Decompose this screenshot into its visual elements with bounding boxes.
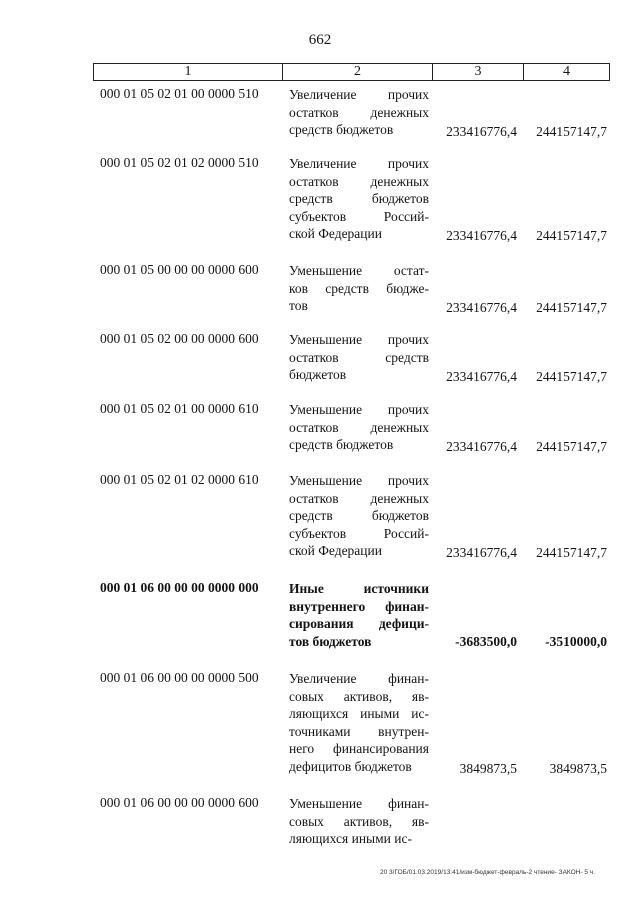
row-code: 000 01 06 00 00 00 0000 500 — [100, 670, 259, 685]
description-line: средств бюджетов — [289, 191, 429, 206]
description-line: Уменьшение прочих — [289, 473, 429, 488]
row-description — [289, 795, 429, 848]
description-line: субъектов Россий- — [289, 525, 429, 541]
description-line: Увеличение прочих — [289, 87, 429, 102]
description-line: средств бюджетов — [289, 122, 394, 137]
description-line: Увеличение финан- — [289, 671, 429, 686]
row-value-col4: 244157147,7 — [536, 124, 607, 139]
description-line: остатков средств — [289, 349, 429, 365]
table-header — [93, 63, 610, 81]
row-code: 000 01 05 02 01 00 0000 610 — [100, 401, 259, 416]
row-description — [289, 401, 429, 454]
description-line: ков средств бюдже- — [289, 280, 429, 296]
row-value-col4: 244157147,7 — [536, 369, 607, 384]
description-line: остатков денежных — [289, 419, 429, 435]
description-line: Уменьшение прочих — [289, 402, 429, 417]
row-value-col3: 3849873,5 — [459, 760, 517, 776]
description-line: средств бюджетов — [289, 437, 394, 452]
description-line: совых активов, яв- — [289, 688, 429, 704]
row-value-col3: 233416776,4 — [446, 228, 517, 243]
row-value-col4: 3849873,5 — [549, 760, 607, 776]
description-line: тов — [289, 298, 308, 313]
description-line: Увеличение прочих — [289, 156, 429, 171]
row-value-col3: 233416776,4 — [446, 545, 517, 560]
header-col-4: 4 — [563, 64, 570, 79]
description-line: точниками внутрен- — [289, 723, 429, 739]
description-line: средств бюджетов — [289, 508, 429, 523]
row-value-col4: 244157147,7 — [536, 545, 607, 560]
row-description — [289, 331, 429, 384]
description-line: ляющихся иными ис- — [289, 706, 429, 721]
row-description — [289, 670, 429, 775]
row-code: 000 01 05 00 00 00 0000 600 — [100, 262, 259, 277]
row-value-col3: 233416776,4 — [446, 439, 517, 454]
header-col-1: 1 — [94, 64, 283, 80]
description-line: Уменьшение финан- — [289, 796, 429, 811]
row-code: 000 01 05 02 01 02 0000 510 — [100, 155, 259, 170]
row-value-col4: 244157147,7 — [536, 228, 607, 243]
description-line: совых активов, яв- — [289, 813, 429, 829]
description-line: сирования дефици- — [289, 616, 429, 631]
description-line: внутреннего финан- — [289, 598, 429, 614]
row-value-col3: 233416776,4 — [446, 124, 517, 139]
description-line: Иные источники — [289, 581, 429, 596]
header-col-3: 3 — [433, 64, 524, 80]
description-line: Уменьшение остат- — [289, 263, 429, 278]
header-col-2: 2 — [283, 64, 433, 80]
description-line: ской Федерации — [289, 543, 382, 558]
row-code: 000 01 06 00 00 00 0000 600 — [100, 795, 259, 810]
row-value-col3: 233416776,4 — [446, 369, 517, 384]
description-line: ской Федерации — [289, 226, 382, 241]
row-description — [289, 580, 429, 650]
row-code: 000 01 06 00 00 00 0000 000 — [100, 580, 259, 595]
description-line: остатков денежных — [289, 173, 429, 189]
row-description — [289, 262, 429, 315]
footer-filepath: 20 3/ГОБ/01.03.2019/13:41/изм-бюджет-февраль-2 чтение- ЗАКОН- 5 ч. — [380, 869, 595, 876]
description-line: него финансирования — [289, 741, 429, 756]
description-line: Уменьшение прочих — [289, 332, 429, 347]
row-description — [289, 86, 429, 139]
description-line: тов бюджетов — [289, 633, 372, 649]
row-value-col4: 244157147,7 — [536, 439, 607, 454]
row-value-col3: 233416776,4 — [446, 300, 517, 315]
description-line: ляющихся иными ис- — [289, 831, 412, 846]
description-line: остатков денежных — [289, 490, 429, 506]
description-line: дефицитов бюджетов — [289, 758, 412, 774]
row-code: 000 01 05 02 01 02 0000 610 — [100, 472, 259, 487]
row-value-col3: -3683500,0 — [455, 633, 517, 649]
row-description — [289, 155, 429, 243]
description-line: бюджетов — [289, 367, 347, 382]
row-value-col4: 244157147,7 — [536, 300, 607, 315]
row-code: 000 01 05 02 01 00 0000 510 — [100, 86, 259, 101]
description-line: остатков денежных — [289, 104, 429, 120]
row-code: 000 01 05 02 00 00 0000 600 — [100, 331, 259, 346]
row-value-col4: -3510000,0 — [545, 633, 607, 649]
description-line: субъектов Россий- — [289, 208, 429, 224]
page-number: 662 — [308, 32, 332, 48]
row-description — [289, 472, 429, 560]
